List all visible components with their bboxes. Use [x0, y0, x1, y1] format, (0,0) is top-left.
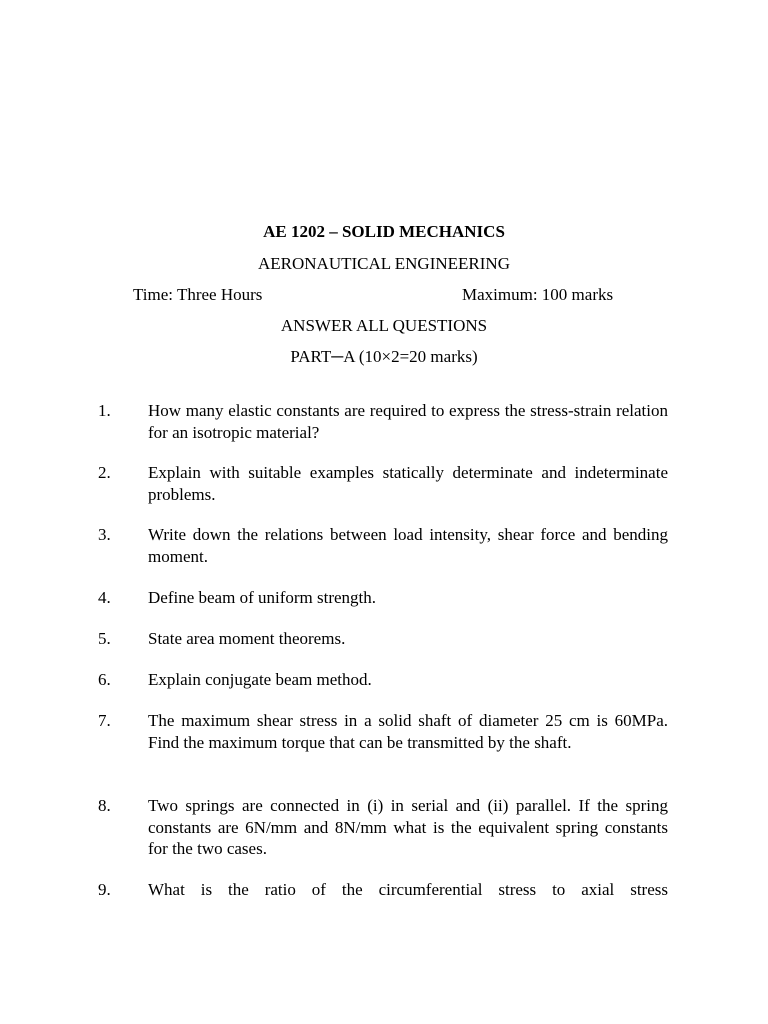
maximum-marks: Maximum: 100 marks	[462, 285, 614, 304]
question-text: The maximum shear stress in a solid shaft of diameter 25 cm is 60MPa. Find the maximum torque that can be transmitted by the shaft.	[148, 711, 668, 752]
question-text: Two springs are connected in (i) in serial and (ii) parallel. If the spring constants are 6N/mm and 8N/mm what is the equivalent spring constants for the two cases.	[148, 796, 668, 858]
question-number: 4.	[98, 588, 111, 607]
department-name: AERONAUTICAL ENGINEERING	[258, 254, 510, 273]
instructions: ANSWER ALL QUESTIONS	[280, 316, 488, 335]
question-number: 7.	[98, 711, 111, 730]
question-text: State area moment theorems.	[148, 629, 346, 648]
question-text: Explain with suitable examples statically determinate and indeterminate problems.	[148, 463, 668, 504]
question-number: 1.	[98, 401, 111, 420]
question-number: 6.	[98, 670, 111, 689]
question-number: 5.	[98, 629, 111, 648]
question-text: What is the ratio of the circumferential stress to axial stress	[148, 880, 668, 899]
exam-duration: Time: Three Hours	[133, 285, 263, 304]
question-text: Explain conjugate beam method.	[148, 670, 372, 689]
question-number: 9.	[98, 880, 111, 899]
question-number: 8.	[98, 796, 111, 815]
paper-title: AE 1202 – SOLID MECHANICS	[263, 222, 505, 241]
question-text: Write down the relations between load intensity, shear force and bending moment.	[148, 525, 668, 566]
question-number: 3.	[98, 525, 111, 544]
question-text: Define beam of uniform strength.	[148, 588, 377, 607]
question-text: How many elastic constants are required to express the stress-strain relation for an isotropic material?	[148, 401, 668, 442]
part-heading: PART─A (10×2=20 marks)	[290, 347, 478, 366]
question-number: 2.	[98, 463, 111, 482]
